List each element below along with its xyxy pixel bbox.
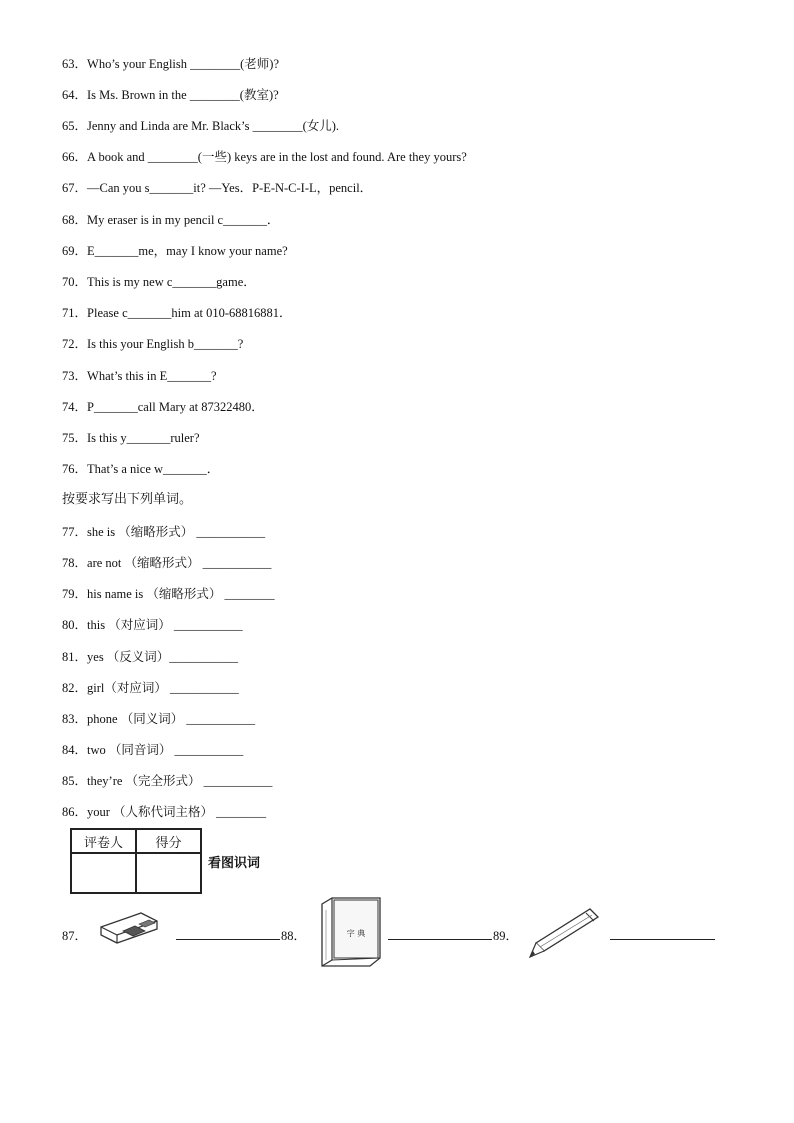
score-cell: [136, 853, 201, 893]
answer-line-87: [176, 939, 280, 940]
question-65: 65．Jenny and Linda are Mr. Black’s ________(女儿).: [62, 119, 340, 133]
question-83: 83．phone （同义词） ___________: [62, 712, 256, 726]
question-71: 71．Please c_______him at 010-68816881．: [62, 306, 292, 320]
question-72: 72．Is this your English b_______?: [62, 337, 244, 351]
question-66: 66．A book and ________(一些) keys are in the lost and found. Are they yours?: [62, 150, 467, 164]
section-title-picture: 看图识词: [208, 856, 261, 871]
question-77: 77．she is （缩略形式） ___________: [62, 525, 266, 539]
answer-line-88: [388, 939, 492, 940]
score-label: 得分: [136, 829, 201, 853]
question-88-number: 88．: [281, 929, 307, 943]
question-70: 70．This is my new c_______game．: [62, 275, 256, 289]
question-78: 78．are not （缩略形式） ___________: [62, 556, 272, 570]
question-63: 63．Who’s your English ________(老师)?: [62, 57, 280, 71]
dictionary-cover-text: 字 典: [346, 929, 366, 938]
question-84: 84．two （同音词） ___________: [62, 743, 244, 757]
question-86: 86．your （人称代词主格） ________: [62, 805, 267, 819]
question-68: 68．My eraser is in my pencil c_______．: [62, 213, 280, 227]
question-85: 85．they’re （完全形式） ___________: [62, 774, 273, 788]
question-74: 74．P_______call Mary at 87322480．: [62, 400, 264, 414]
question-80: 80．this （对应词） ___________: [62, 618, 243, 632]
question-81: 81．yes （反义词）___________: [62, 650, 239, 664]
grader-cell: [71, 853, 136, 893]
question-67: 67．—Can you s_______it? —Yes．P-E-N-C-I-L，pencil．: [62, 181, 373, 195]
pencil-icon: [526, 905, 602, 961]
eraser-icon: [95, 905, 163, 947]
question-76: 76．That’s a nice w_______．: [62, 462, 220, 476]
question-87-number: 87．: [62, 929, 88, 943]
question-82: 82．girl（对应词） ___________: [62, 681, 239, 695]
grader-label: 评卷人: [71, 829, 136, 853]
score-table: [70, 828, 202, 894]
question-69: 69．E_______me，may I know your name?: [62, 244, 288, 258]
dictionary-icon: [318, 896, 384, 970]
answer-line-89: [610, 939, 715, 940]
question-79: 79．his name is （缩略形式） ________: [62, 587, 275, 601]
question-75: 75．Is this y_______ruler?: [62, 431, 200, 445]
question-89-number: 89．: [493, 929, 519, 943]
section-instruction: 按要求写出下列单词。: [62, 492, 193, 507]
question-73: 73．What’s this in E_______?: [62, 369, 217, 383]
question-64: 64．Is Ms. Brown in the ________(教室)?: [62, 88, 279, 102]
